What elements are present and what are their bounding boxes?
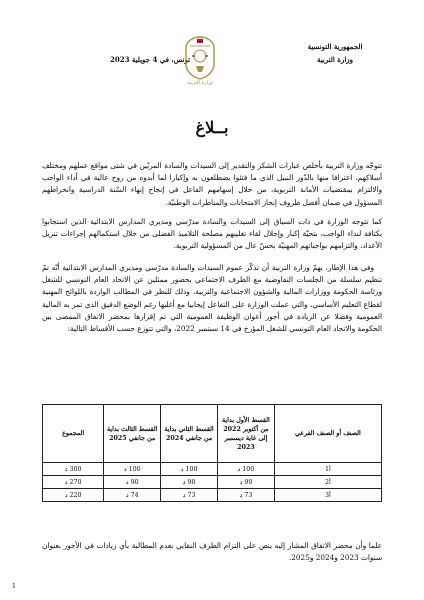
cell-installment-3: 74 د xyxy=(104,489,161,502)
cell-installment-1: 100 د xyxy=(217,463,274,476)
cell-installment-2: 73 د xyxy=(161,489,218,502)
header-installment-2: القسط الثاني بداية من جانفي 2024 xyxy=(161,405,218,463)
paragraph-thanks: تتوجّه وزارة التربية بأخلص عبارات الشكر والتقدير إلى السيدات والسادة المربّين في شتى مواقع عملهم ومختلف أسلاكهم، اعترافا منها بالدّور النبيل الذي ما فتئوا يضطلعون به وإكبارا لما أبدوه من روح عالية في أداء الواجب والالتزام بمقتضيات الأمانة التربوية، من خلال إسهامهم الفاعل في إنجاح إنهاء السّنة الدراسية وانخراطهم المسؤول في ضمان أفضل ظروف إنجاز الامتحانات والمناظرات الوطنيّة. xyxy=(42,161,382,207)
country-name: الجمهورية التونسية xyxy=(307,42,363,51)
logo-caption: وزارة التربية xyxy=(187,80,213,86)
salary-installments-table xyxy=(42,404,382,502)
cell-installment-1: 73 د xyxy=(217,489,274,502)
cell-installment-1: 90 د xyxy=(217,476,274,489)
cell-total: 270 د xyxy=(43,476,104,489)
cell-installment-2: 90 د xyxy=(161,476,218,489)
page-number: 1 xyxy=(12,583,16,590)
document-title: بــلاغ xyxy=(195,118,229,137)
letterhead xyxy=(290,40,380,66)
cell-total: 300 د xyxy=(43,463,104,476)
cell-grade: أ3 xyxy=(274,489,381,502)
header-grade: الصنف أو الصنف الفرعي xyxy=(274,405,381,463)
cell-grade: أ2 xyxy=(274,476,381,489)
cell-installment-3: 90 د xyxy=(104,476,161,489)
table-row xyxy=(43,463,382,476)
cell-total: 220 د xyxy=(43,489,104,502)
paragraph-teachers: كما تتوجه الوزارة في ذات السياق إلى السيدات والسادة مدرّسي ومديري المدارس الابتدائية الذين استجابوا بكثافة لنداء الواجب، بتحيّة إكبار وإجلال لقاء تغليبهم مصلحة التلاميذ الفضلى من خلال استكمالهم إجراءات تنزيل الأعداد، والتزامهم بواجباتهم المهنيّة بحسّ عال من المسؤولية التربوية. xyxy=(42,217,382,251)
header-installment-1: القسط الأول بداية من أكتوبر 2022 إلى غاية ديسمبر 2023 xyxy=(217,405,274,463)
ministry-name: وزارة التربية xyxy=(316,55,354,64)
header-total: المجموع xyxy=(43,405,104,463)
cell-grade: أ1 xyxy=(274,463,381,476)
table-row xyxy=(43,476,382,489)
cell-installment-2: 100 د xyxy=(161,463,218,476)
cell-installment-3: 100 د xyxy=(104,463,161,476)
date-line: تونس، في 4 جويلية 2023 xyxy=(110,55,191,64)
paragraph-negotiations: وفي هذا الإطار، يهمّ وزارة التربية أن تذكّر عموم السيدات والسادة مدرّسي ومديري المدارس الابتدائية أنّه تمّ تنظيم سلسلة من الجلسات التفاوضية مع الطرف الاجتماعي بحضور ممثلين عن الاتحاد العام التونسي للشغل ورئاسة الحكومة ووزارات المالية والشؤون الاجتماعية والتربية، وذلك للنظر في المطالب الواردة باللوائح المهنية لقطاع التعليم الأساسي، والتي عملت الوزارة على التفاعل إيجابيا مع أغلبها رغم الوضع الدقيق الذي تمر به المالية العمومية وفضلا عن الزيادة في أجور أعوان الوظيفة العمومية التي تم إقرارها بمحضر الاتفاق الممضى بين الحكومة والاتحاد العام التونسي للشغل المؤرخ في 14 سبتمبر 2022، والتي تتوزع حسب الأقساط التالية: xyxy=(42,263,382,334)
paragraph-closing: علما وأن محضر الاتفاق المشار إليه ينص على التزام الطرف النقابي بعدم المطالبة بأي زيادات في الأجور بعنوان سنوات 2023 و2024 و2025. xyxy=(42,541,382,563)
table-row xyxy=(43,489,382,502)
ministry-emblem-icon xyxy=(182,34,218,80)
table-header-row xyxy=(43,405,382,463)
header-installment-3: القسط الثالث بداية من جانفي 2025 xyxy=(104,405,161,463)
